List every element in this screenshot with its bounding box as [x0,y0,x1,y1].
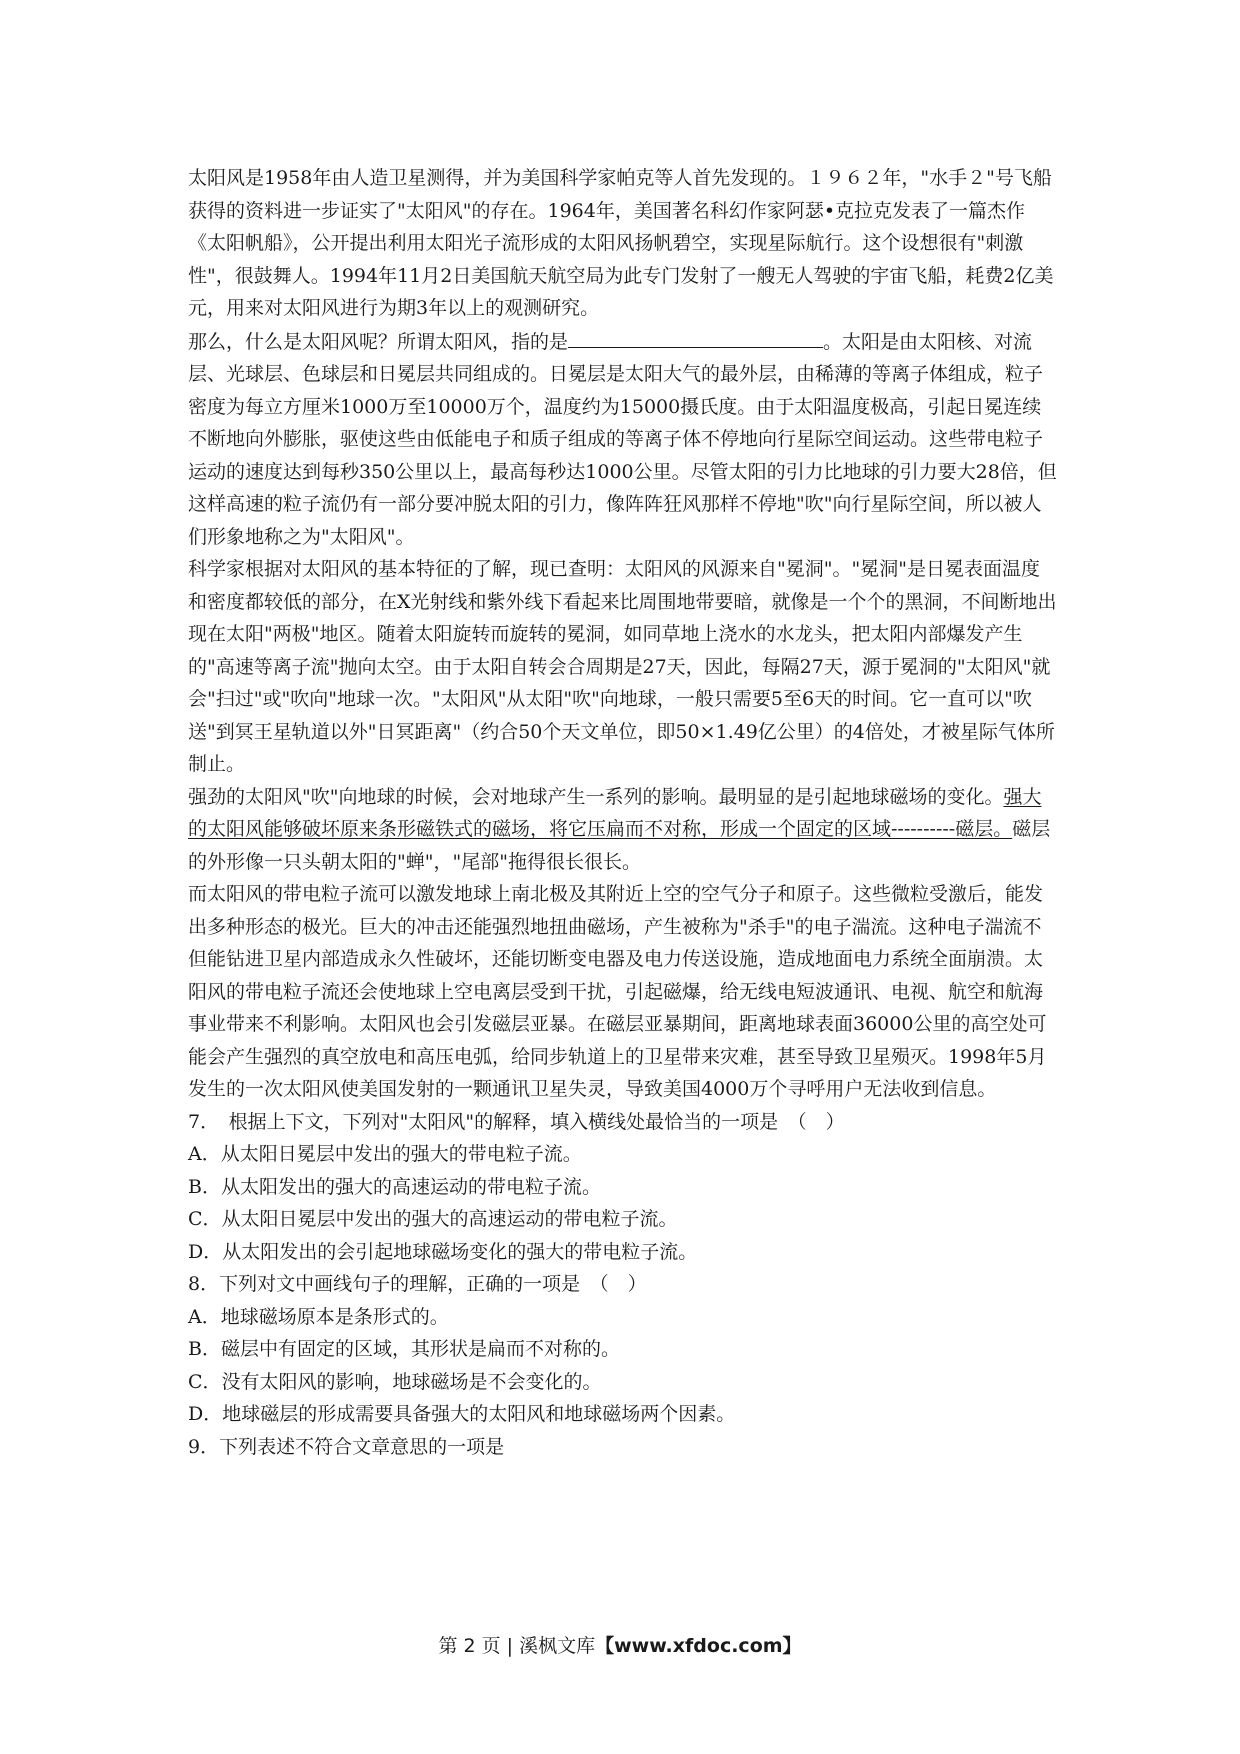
paragraph-4-end: 磁层的外形像一只头朝太阳的"蝉"，"尾部"拖得很长很长。 [188,818,1051,873]
question-7-option-a: A．从太阳日冕层中发出的强大的带电粒子流。 [188,1143,582,1165]
paragraph-4 [188,781,1058,879]
question-7-stem: 7． 根据上下文，下列对"太阳风"的解释，填入横线处最恰当的一项是 （ ） [188,1110,845,1133]
paragraph-4-start: 强劲的太阳风"吹"向地球的时候，会对地球产生一系列的影响。最明显的是引起地球磁场的变化。 [188,785,1004,808]
question-8-option-b: B．磁层中有固定的区域，其形状是扁而不对称的。 [188,1338,620,1360]
question-8-option-a: A．地球磁场原本是条形式的。 [188,1305,449,1328]
question-9-stem: 9．下列表述不符合文章意思的一项是 [188,1435,505,1458]
document-body [188,162,1058,1463]
question-7-option-d: D．从太阳发出的会引起地球磁场变化的强大的带电粒子流。 [188,1240,698,1263]
question-7-option-c: C．从太阳日冕层中发出的强大的高速运动的带电粒子流。 [188,1208,678,1230]
question-7-option-b: B．从太阳发出的强大的高速运动的带电粒子流。 [188,1175,601,1198]
paragraph-5: 而太阳风的带电粒子流可以激发地球上南北极及其附近上空的空气分子和原子。这些微粒受激后，能发出多种形态的极光。巨大的冲击还能强烈地扭曲磁场，产生被称为"杀手"的电子湍流。这种电子湍流不但能钻进卫星内部造成永久性破坏，还能切断变电器及电力传送设施，造成地面电力系统全面崩溃。太阳风的带电粒子流还会使地球上空电离层受到干扰，引起磁爆，给无线电短波通讯、电视、航空和航海事业带来不利影响。太阳风也会引发磁层亚暴。在磁层亚暴期间，距离地球表面36000公里的高空处可能会产生强烈的真空放电和高压电弧，给同步轨道上的卫星带来灾难，甚至导致卫星殒灭。1998年5月发生的一次太阳风使美国发射的一颗通讯卫星失灵，导致美国4000万个寻呼用户无法收到信息。 [188,883,1047,1100]
question-8-option-c: C．没有太阳风的影响，地球磁场是不会变化的。 [188,1370,602,1393]
paragraph-2-end: 。太阳是由太阳核、对流层、光球层、色球层和日冕层共同组成的。日冕层是太阳大气的最外层，由稀薄的等离子体组成，粒子密度为每立方厘米1000万至10000万个，温度约为15000摄氏度。由于太阳温度极高，引起日冕连续不断地向外膨胀，驱使这些由低能电子和质子组成的等离子体不停地向行星际空间运动。这些带电粒子运动的速度达到每秒350公里以上，最高每秒达1000公里。尽管太阳的引力比地球的引力要大28倍，但这样高速的粒子流仍有一部分要冲脱太阳的引力，像阵阵狂风那样不停地"吹"向行星际空间，所以被人们形象地称之为"太阳风"。 [188,330,1057,548]
paragraph-3: 科学家根据对太阳风的基本特征的了解，现已查明：太阳风的风源来自"冕洞"。"冕洞"是日冕表面温度和密度都较低的部分，在X光射线和紫外线下看起来比周围地带要暗，就像是一个个的黑洞，不间断地出现在太阳"两极"地区。随着太阳旋转而旋转的冕洞，如同草地上浇水的水龙头，把太阳内部爆发产生的"高速等离子流"抛向太空。由于太阳自转会合周期是27天，因此，每隔27天，源于冕洞的"太阳风"就会"扫过"或"吹向"地球一次。"太阳风"从太阳"吹"向地球，一般只需要5至6天的时间。它一直可以"吹送"到冥王星轨道以外"日冥距离"（约合50个天文单位，即50×1.49亿公里）的4倍处，才被星际气体所制止。 [188,558,1057,775]
paragraph-2 [188,325,1058,554]
question-8-stem: 8．下列对文中画线句子的理解，正确的一项是 （ ） [188,1273,647,1295]
fill-in-blank [568,325,823,348]
footer-site-link[interactable]: 【www.xfdoc.com】 [595,1635,802,1657]
paragraph-2-start: 那么，什么是太阳风呢？所谓太阳风，指的是 [188,330,569,353]
paragraph-1: 太阳风是1958年由人造卫星测得，并为美国科学家帕克等人首先发现的。１９６２年，"水手２"号飞船获得的资料进一步证实了"太阳风"的存在。1964年，美国著名科幻作家阿瑟•克拉克发表了一篇杰作《太阳帆船》，公开提出利用太阳光子流形成的太阳风扬帆碧空，实现星际航行。这个设想很有"刺激性"，很鼓舞人。1994年11月2日美国航天航空局为此专门发射了一艘无人驾驶的宇宙飞船，耗费2亿美元，用来对太阳风进行为期3年以上的观测研究。 [188,167,1054,319]
underlined-sentence: 强大的太阳风能够破坏原来条形磁铁式的磁场，将它压扁而不对称，形成一个固定的区域----------磁层。 [188,785,1042,840]
footer-page-label: 第 2 页 | 溪枫文库 [438,1635,596,1657]
question-8-option-d: D．地球磁层的形成需要具备强大的太阳风和地球磁场两个因素。 [188,1403,736,1425]
page-footer [0,1631,1240,1658]
